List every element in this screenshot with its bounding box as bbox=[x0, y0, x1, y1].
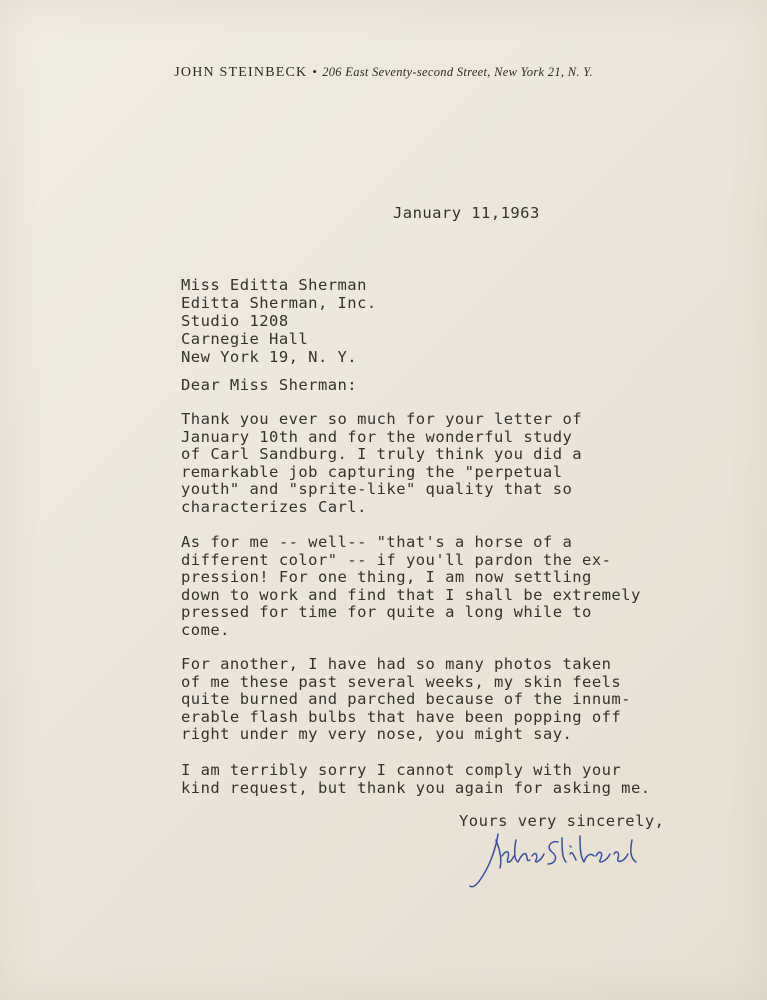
body-line: pression! For one thing, I am now settling bbox=[181, 568, 592, 586]
body-line: come. bbox=[181, 620, 230, 639]
body-line: characterizes Carl. bbox=[181, 497, 367, 516]
recipient-line: Carnegie Hall bbox=[181, 330, 309, 348]
letterhead-separator: • bbox=[312, 64, 318, 79]
body-line: down to work and find that I shall be extremely bbox=[181, 585, 641, 604]
body-paragraph-1 bbox=[181, 411, 582, 516]
body-line: January 10th and for the wonderful study bbox=[181, 427, 573, 446]
body-line: As for me -- well-- "that's a horse of a bbox=[181, 533, 573, 551]
recipient-line: Editta Sherman, Inc. bbox=[181, 294, 377, 312]
body-line: quite burned and parched because of the innum- bbox=[181, 690, 631, 708]
recipient-address bbox=[181, 276, 377, 366]
body-paragraph-3 bbox=[181, 656, 631, 744]
body-line: different color" -- if you'll pardon the ex- bbox=[181, 550, 612, 569]
body-line: pressed for time for quite a long while to bbox=[181, 603, 592, 621]
body-line: youth" and "sprite-like" quality that so bbox=[181, 480, 573, 498]
letterhead-name: JOHN STEINBECK bbox=[174, 65, 308, 80]
signature-image bbox=[466, 826, 656, 896]
body-line: of Carl Sandburg. I truly think you did a bbox=[181, 445, 583, 463]
body-line: remarkable job capturing the "perpetual bbox=[181, 462, 563, 481]
letter-date: January 11,1963 bbox=[393, 204, 540, 222]
recipient-line: New York 19, N. Y. bbox=[181, 348, 358, 366]
body-line: kind request, but thank you again for asking me. bbox=[181, 778, 651, 797]
body-paragraph-2 bbox=[181, 534, 641, 639]
body-line: Thank you ever so much for your letter of bbox=[181, 410, 583, 428]
body-line: of me these past several weeks, my skin feels bbox=[181, 672, 622, 691]
body-line: erable flash bulbs that have been popping off bbox=[181, 707, 622, 726]
body-line: I am terribly sorry I cannot comply with your bbox=[181, 761, 622, 779]
letterhead-address: 206 East Seventy-second Street, New York 21, N. Y. bbox=[322, 65, 593, 79]
body-paragraph-4 bbox=[181, 762, 651, 797]
recipient-line: Studio 1208 bbox=[181, 312, 289, 330]
closing: Yours very sincerely, bbox=[459, 812, 665, 830]
body-line: right under my very nose, you might say. bbox=[181, 725, 573, 743]
recipient-line: Miss Editta Sherman bbox=[181, 276, 367, 294]
salutation: Dear Miss Sherman: bbox=[181, 376, 358, 394]
letterhead bbox=[0, 64, 767, 81]
body-line: For another, I have had so many photos taken bbox=[181, 655, 612, 673]
